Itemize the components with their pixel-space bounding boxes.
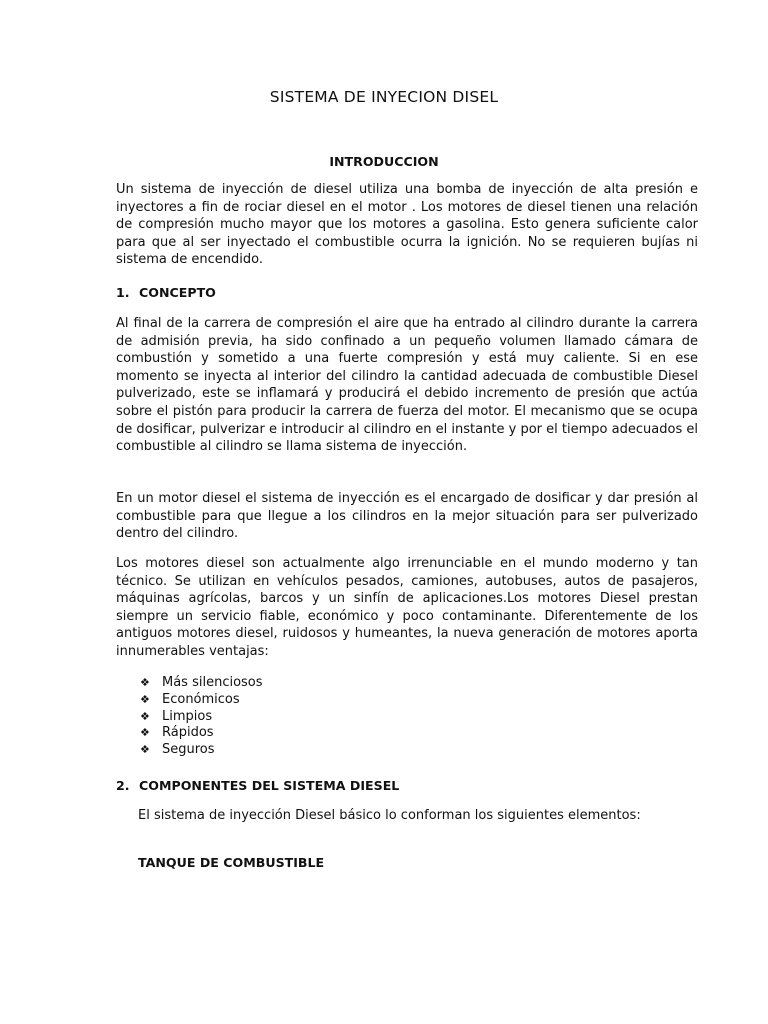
concept-paragraph-3: Los motores diesel son actualmente algo irrenunciable en el mundo moderno y tan técnico. Se utilizan en vehículos pesados, camiones, autobuses, autos de pasajeros, máquinas agrícolas, barcos y un sinfín de aplicaciones.Los motores Diesel prestan siempre un servicio fiable, económico y poco contaminante. Diferentemente de los antiguos motores diesel, ruidosos y humeantes, la nueva generación de motores aporta innumerables ventajas: [116, 556, 698, 659]
components-intro-text: El sistema de inyección Diesel básico lo conforman los siguientes elementos: [138, 808, 641, 823]
section-2-heading [116, 778, 399, 793]
list-item-label: Rápidos [162, 725, 214, 741]
list-item [140, 725, 263, 742]
concept-paragraph-2: En un motor diesel el sistema de inyección es el encargado de dosificar y dar presión al combustible para que llegue a los cilindros en la mejor situación para ser pulverizado dentro del cilindro. [116, 491, 698, 542]
document-title: SISTEMA DE INYECION DISEL [269, 88, 499, 106]
section-2-number: 2. [116, 778, 130, 793]
list-item-label: Más silenciosos [162, 675, 263, 690]
list-item [140, 709, 263, 726]
list-item [140, 742, 263, 759]
diamond-bullet-icon: ❖ [140, 726, 150, 740]
diamond-bullet-icon: ❖ [140, 743, 150, 757]
intro-paragraph: Un sistema de inyección de diesel utiliza una bomba de inyección de alta presión e inyectores a fin de rociar diesel en el motor . Los motores de diesel tienen una relación de compresión mucho mayor que los motores a gasolina. Esto genera suficiente calor para que al ser inyectado el combustible ocurra la ignición. No se requieren bujías ni sistema de encendido. [116, 182, 698, 268]
section-1-title: CONCEPTO [139, 285, 216, 300]
concept-paragraph-1: Al final de la carrera de compresión el aire que ha entrado al cilindro durante la carrera de admisión previa, ha sido confinado a un pequeño volumen llamado cámara de combustión y sometido a una fuerte compresión y está muy caliente. Si en ese momento se inyecta al interior del cilindro la cantidad adecuada de combustible Diesel pulverizado, este se inflamará y producirá el debido incremento de presión que actúa sobre el pistón para producir la carrera de fuerza del motor. El mecanismo que se ocupa de dosificar, pulverizar e introducir al cilindro en el instante y por el tiempo adecuados el combustible al cilindro se llama sistema de inyección. [116, 316, 698, 455]
diamond-bullet-icon: ❖ [140, 709, 150, 723]
intro-heading-text: INTRODUCCION [329, 154, 439, 169]
advantages-list [140, 675, 263, 759]
diamond-bullet-icon: ❖ [140, 676, 150, 689]
section-1-number: 1. [116, 285, 130, 300]
list-item-label: Económicos [162, 691, 240, 707]
fuel-tank-heading: TANQUE DE COMBUSTIBLE [138, 855, 325, 870]
list-item [140, 692, 263, 709]
list-item [140, 675, 263, 692]
section-2-title: COMPONENTES DEL SISTEMA DIESEL [139, 778, 400, 793]
list-item-label: Limpios [162, 708, 213, 724]
section-1-heading [116, 285, 216, 300]
list-item-label: Seguros [162, 742, 215, 758]
intro-heading [0, 154, 768, 169]
diamond-bullet-icon: ❖ [140, 692, 150, 706]
